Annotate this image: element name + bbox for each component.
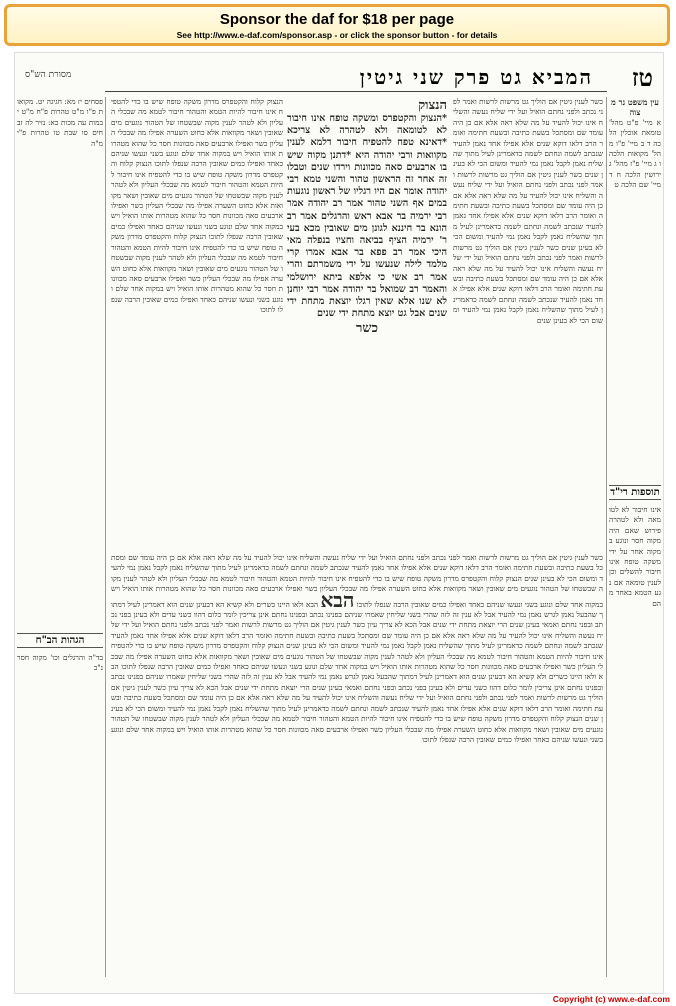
mesorah-column: פסחים יז מא: חגיגה יט. מקואות פ"ו מ"ט טהרות פ"ח מ"ט יבמות עה מכות כא: נזיר לה זבחים סו שבת טו טהרות פ"י מ"ה [17, 97, 103, 148]
page-header [15, 63, 663, 91]
gemara-text: *הנצוק והקטפרס ומשקה טופח אינו חיבור לא לטומאה ולא לטהרה לא צריכא *דאינא טפח להטפיח חיבור דלמא לענין מקוואות ורבי יהודה היא *דתנן מקוה שיש בו ארבעים סאה מכוונות וירדו שנים וטבלו זה אחר זה הראשון טהור והשני טמא רבי יהודה אומר אם היו רגליו של ראשון נוגעות במים אף השני טהור אמר רב יהודה אמר רבי ירמיה בר אבא ראש והרגלים אמר רב הונא בר חיננא לגונן מים שאובין מכא בעי ר' ירמיה הציף בביאה וחציו בנפלה מאי היכי אמר רב פפא בר אבא אמרו קרי מלמד לילה שנעשו על ידי משמרתם והרי אמר רב אשי כי אלפא ביתא ירושלמי והאמר רב שמואל בר יהודה אמר רבי יוחנן לא שנו אלא שאין רגלו יוצאת מתחת ידי שנים אבל גט יוצא מתחת ידי שנים [287, 113, 447, 320]
bottom-dibbur-haba: הבא [320, 587, 355, 612]
ein-mishpat-column [609, 97, 661, 477]
copyright-link[interactable]: Copyright (c) www.e-daf.com [552, 994, 670, 1004]
rashi-text: הנצוק קלוח והקטפרס מדרון משקה טופח שיש בו כדי להטפיח אינו חיבור להיות הטמא והטהור חיבור לטמא מה שבכלי העליון ולא לטהר לענין מקוה שבשטחו של הטהור נוגעים מים שאובין ושאר מקוואות אלא כחוט השערה אפילו מה שבכלי העליון כשר ואפילו ארבעים סאה מכוונות חסר כל שהוא מטהרות אותו הואיל ויש במקוה אחד שלם ונוגע בשני ונעשו שניהם כאחד ואפילו כמים שאובין הרבה שנפלו לתוכו [111, 97, 283, 169]
tosafot-text: כשר לענין גיטין אם הוליך גט מרשות לרשות ואמר לפני נכתב ולפני נחתם הואיל ועל ידי שליח נעשה והשליח אינו יכול להעיד על מה שלא ראה אלא אם כן היה עומד שם ומסתכל בשעת כתיבה ובשעת חתימה ואומר הרב דלאו דוקא שנים אלא אפילו אחד נאמן להעיד שנכתב לשמה ונחתם לשמה כדאמרינן לעיל מתוך שהשליח נאמן לקבל נאמן נמי להעיד ומשום הכי לא בעינן שנים [453, 97, 603, 179]
left-margin-divider [105, 97, 106, 977]
tosafot-rid-text: אינו חיבור לא לטומאה ולא לטהרה פירוש שאם היה מקוה חסר ונוגע במקוה אחר על ידי משקה טופח אינו חיבור להשלים וכן לענין טומאה אם נגע הטמא באחד מהם [609, 505, 661, 608]
sponsor-subtitle[interactable]: See http://www.e-daf.com/sponsor.asp - or click the sponsor button - for details [176, 30, 498, 40]
lower-text-5: הנצוק קלוח והקטפרס מדרון משקה טופח שיש בו כדי להטפיח אינו חיבור להיות הטמא והטהור חיבור לטמא מה שבכלי העליון ולא לטהר לענין מקוה שבשטחו של הטהור נוגעים מים שאובין ושאר מקוואות אלא כחוט השערה אפילו מה שבכלי העליון כשר ואפילו ארבעים סאה מכוונות חסר כל שהוא מטהרות אותו הואיל ויש במקוה אחד שלם ונוגע בשני ונעשו שניהם כאחד ואפילו כמים שאובין הרבה שנפלו לתוכו [111, 641, 603, 672]
lower-text-2: הנצוק קלוח והקטפרס מדרון משקה טופח שיש בו כדי להטפיח אינו חיבור להיות הטמא והטהור חיבור לטמא מה שבכלי העליון ולא לטהר לענין מקוה שבשטחו של הטהור נוגעים מים שאובין ושאר מקוואות אלא כחוט השערה אפילו מה שבכלי העליון כשר ואפילו ארבעים סאה מכוונות חסר כל שהוא מטהרות אותו הואיל ויש במקוה אחד שלם ונוגע בשני ונעשו שניהם כאחד ואפילו כמים שאובין הרבה שנפלו לתוכו [111, 573, 603, 609]
hagahot-bach-heading: הגהות הב"ח [17, 633, 103, 648]
lower-commentary [111, 553, 603, 973]
lower-text-6: הבא ולאו היינו כשרים ולא קשיא הא דבעינן שנים הוא דאמרינן לעיל דמתוך שהבעל נאמן לגרש נאמן נמי להעיד אבל לא ענין זה לזה שהרי בשני שליחין שאמרו שניהם בפנינו נכתב ובפנינו נחתם אינן צריכין לומר כלום דהוו כשני עדים ולא בעינן בפני נכתב ובפני נחתם ואמאי בעינן שנים הרי יוצאת מתחת ידי שנים אבל הכא לא צריך עיון [111, 662, 603, 692]
tosafot-column [453, 97, 603, 577]
lower-text-3: הבא ולאו היינו כשרים ולא קשיא הא דבעינן שנים הוא דאמרינן לעיל דמתוך שהבעל נאמן לגרש נאמן נמי להעיד אבל לא ענין זה לזה שהרי בשני שליחין שאמרו שניהם בפנינו נכתב ובפנינו נחתם אינן צריכין לומר כלום דהוו כשני עדים ולא בעינן בפני נכתב ובפני נחתם ואמאי בעינן שנים הרי יוצאת מתחת ידי שנים אבל הכא לא צריך עיון [111, 599, 603, 630]
page-title: המביא גט פרק שני גיטין [359, 65, 593, 89]
header-rule [105, 91, 607, 92]
lower-text-1: כשר לענין גיטין אם הוליך גט מרשות לרשות ואמר לפני נכתב ולפני נחתם הואיל ועל ידי שליח נעשה והשליח אינו יכול להעיד על מה שלא ראה אלא אם כן היה עומד שם ומסתכל בשעת כתיבה ובשעת חתימה ואומר הרב דלאו דוקא שנים אלא אפילו אחד נאמן להעיד שנכתב לשמה ונחתם לשמה כדאמרינן לעיל מתוך שהשליח נאמן לקבל נאמן נמי להעיד ומשום הכי לא בעינן שנים [111, 553, 603, 583]
right-margin-divider [606, 97, 607, 977]
sponsor-banner[interactable] [4, 4, 670, 46]
mesorah-heading: מסורת הש"ס [25, 70, 72, 80]
gemara-heading: הנצוק [418, 98, 447, 113]
tosafot-text-continued-2: כשר לענין גיטין אם הוליך גט מרשות לרשות ואמר לפני נכתב ולפני נחתם הואיל ועל ידי שליח נעשה והשליח אינו יכול להעיד על מה שלא ראה אלא אם כן היה עומד שם ומסתכל בשעת כתיבה ובשעת חתימה ואומר הרב דלאו דוקא שנים אלא אפילו אחד נאמן להעיד שנכתב לשמה ונחתם לשמה כדאמרינן לעיל מתוך שהשליח נאמן לקבל נאמן נמי להעיד ומשום הכי לא בעינן שנים [453, 242, 603, 325]
sponsor-title: Sponsor the daf for $18 per page [219, 11, 455, 28]
tosafot-rid-heading: תוספות רי"ד [610, 487, 660, 498]
lower-text-7: כשר לענין גיטין אם הוליך גט מרשות לרשות ואמר לפני נכתב ולפני נחתם הואיל ועל ידי שליח נעשה והשליח אינו יכול להעיד על מה שלא ראה אלא אם כן היה עומד שם ומסתכל בשעת כתיבה ובשעת חתימה ואומר הרב דלאו דוקא שנים אלא אפילו אחד נאמן להעיד שנכתב לשמה ונחתם לשמה כדאמרינן לעיל מתוך שהשליח נאמן לקבל נאמן נמי להעיד ומשום הכי לא בעינן שנים [111, 682, 603, 724]
ein-mishpat-text: א מיי' פ"ט מהל' טומאת אוכלין הלכה ד ב מיי' פ"ו מהל' מקואות הלכה ו ג מיי' פ"ז מהל' גירושין הלכה ח ד מיי' שם הלכה ט [609, 117, 661, 190]
tosafot-dibbur-kashar: כשר [356, 321, 378, 337]
tosafot-text-continued: כשר לענין גיטין אם הוליך גט מרשות לרשות ואמר לפני נכתב ולפני נחתם הואיל ועל ידי שליח נעשה והשליח אינו יכול להעיד על מה שלא ראה אלא אם כן היה עומד שם ומסתכל בשעת כתיבה ובשעת חתימה ואומר הרב דלאו דוקא שנים אלא אפילו אחד נאמן להעיד שנכתב לשמה ונחתם לשמה כדאמרינן לעיל מתוך שהשליח נאמן לקבל נאמן נמי להעיד ומשום הכי לא בעינן שנים [453, 169, 603, 252]
ein-mishpat-heading: עין משפט נר מצוה [611, 97, 659, 118]
rashi-column [111, 97, 283, 577]
daf-number: טז [631, 63, 653, 92]
rashi-text-continued: הנצוק קלוח והקטפרס מדרון משקה טופח שיש בו כדי להטפיח אינו חיבור להיות הטמא והטהור חיבור לטמא מה שבכלי העליון ולא לטהר לענין מקוה שבשטחו של הטהור נוגעים מים שאובין ושאר מקוואות אלא כחוט השערה אפילו מה שבכלי העליון כשר ואפילו ארבעים סאה מכוונות חסר כל שהוא מטהרות אותו הואיל ויש במקוה אחד שלם ונוגע בשני ונעשו שניהם כאחד ואפילו כמים שאובין הרבה שנפלו לתוכו [111, 159, 283, 242]
gemara-column [287, 97, 447, 545]
talmud-page [14, 52, 664, 994]
lower-text-8: הנצוק קלוח והקטפרס מדרון משקה טופח שיש בו כדי להטפיח אינו חיבור להיות הטמא והטהור חיבור לטמא מה שבכלי העליון ולא לטהר לענין מקוה שבשטחו של הטהור נוגעים מים שאובין ושאר מקוואות אלא כחוט השערה אפילו מה שבכלי העליון כשר ואפילו ארבעים סאה מכוונות חסר כל שהוא מטהרות אותו הואיל ויש במקוה אחד שלם ונוגע בשני ונעשו שניהם כאחד ואפילו כמים שאובין הרבה שנפלו לתוכו [111, 714, 603, 744]
lower-text-4: כשר לענין גיטין אם הוליך גט מרשות לרשות ואמר לפני נכתב ולפני נחתם הואיל ועל ידי שליח נעשה והשליח אינו יכול להעיד על מה שלא ראה אלא אם כן היה עומד שם ומסתכל בשעת כתיבה ובשעת חתימה ואומר הרב דלאו דוקא שנים אלא אפילו אחד נאמן להעיד שנכתב לשמה ונחתם לשמה כדאמרינן לעיל מתוך שהשליח נאמן לקבל נאמן נמי להעיד ומשום הכי לא בעינן שנים [111, 620, 603, 651]
rashi-text-continued-2: הנצוק קלוח והקטפרס מדרון משקה טופח שיש בו כדי להטפיח אינו חיבור להיות הטמא והטהור חיבור לטמא מה שבכלי העליון ולא לטהר לענין מקוה שבשטחו של הטהור נוגעים מים שאובין ושאר מקוואות אלא כחוט השערה אפילו מה שבכלי העליון כשר ואפילו ארבעים סאה מכוונות חסר כל שהוא מטהרות אותו הואיל ויש במקוה אחד שלם ונוגע בשני ונעשו שניהם כאחד ואפילו כמים שאובין הרבה שנפלו לתוכו [111, 232, 283, 315]
hagahot-bach-text: בד"ה והרגלים וכו' מקוה חסר נ"ב [17, 653, 103, 673]
